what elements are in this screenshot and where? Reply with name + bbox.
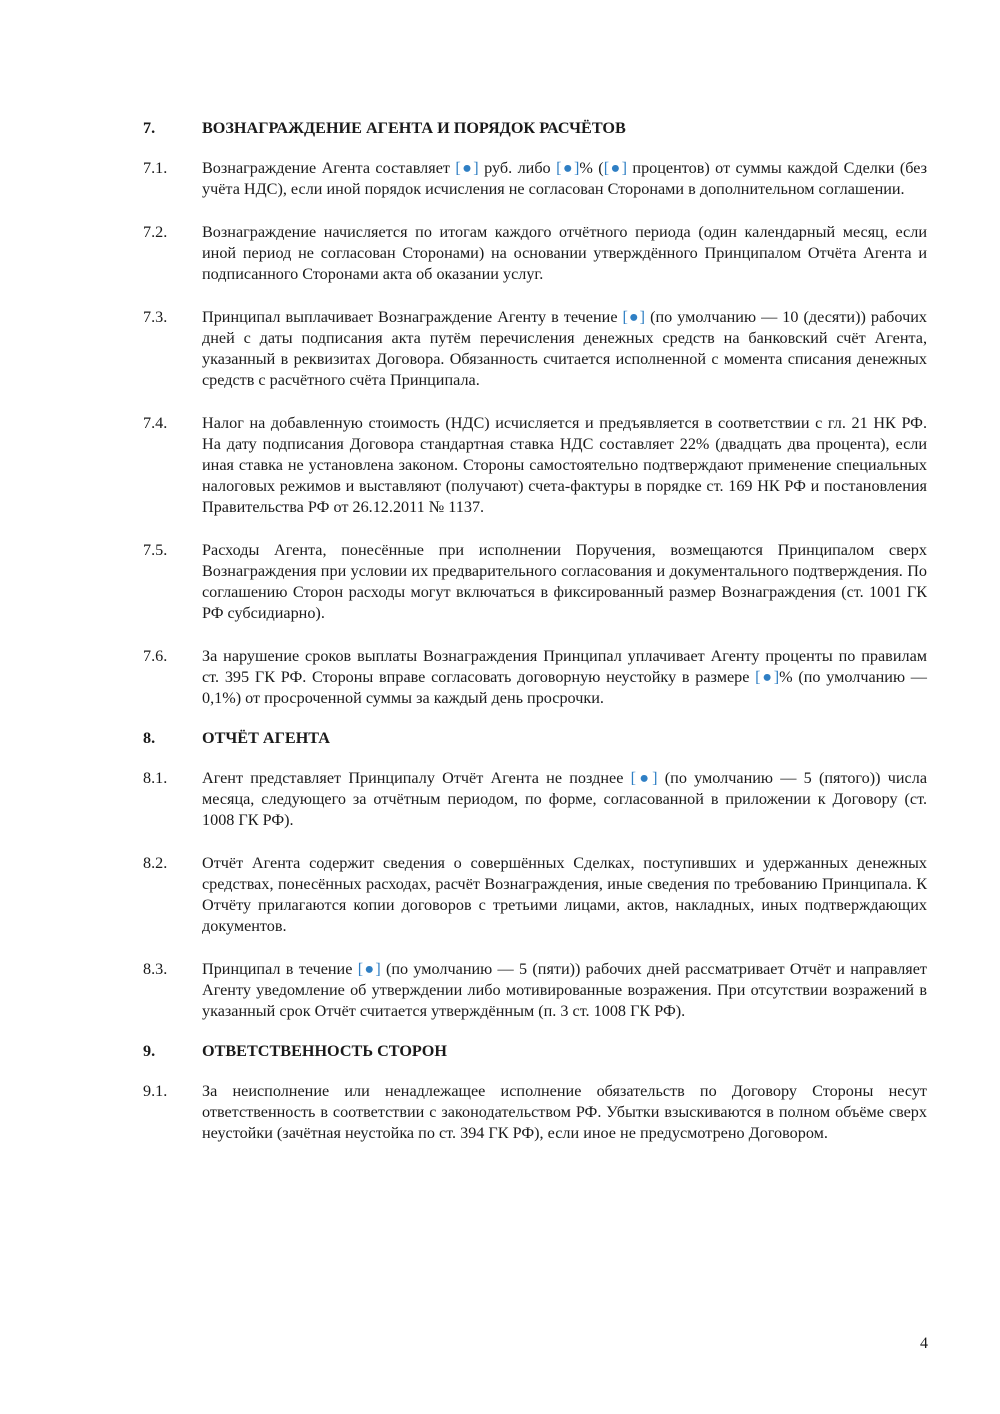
clause-number: 7.5. <box>143 541 168 559</box>
clause-7-2 <box>143 222 927 285</box>
clause-8-1 <box>143 768 927 831</box>
clause-number: 7.1. <box>143 159 168 177</box>
section-heading-7 <box>143 118 927 139</box>
clause-text: Принципал выплачивает Вознаграждение Агенту в течение [●] (по умолчанию — 10 (десяти)) рабочих дней с даты подписания акта путём перечисления денежных средств на банковский счёт Агента, указанный в реквизитах Договора. Обязанность считается исполненной с момента списания денежных средств с расчётного счёта Принципала. <box>202 308 927 389</box>
clause-number: 7.6. <box>143 647 168 665</box>
clause-7-4 <box>143 413 927 518</box>
clause-number: 8.2. <box>143 854 168 872</box>
document-page <box>143 118 927 1144</box>
clause-7-6 <box>143 646 927 709</box>
placeholder-marker: [●] <box>455 159 479 177</box>
clause-text: За нарушение сроков выплаты Вознаграждения Принципал уплачивает Агенту проценты по правилам ст. 395 ГК РФ. Стороны вправе согласовать договорную неустойку в размере [●]% (по умолчанию — 0,1%) от просроченной суммы за каждый день просрочки. <box>202 647 927 707</box>
clause-8-2 <box>143 853 927 937</box>
section-number: 7. <box>143 119 156 137</box>
page-number: 4 <box>920 1335 928 1352</box>
clause-number: 8.3. <box>143 960 168 978</box>
clause-number: 7.3. <box>143 308 168 326</box>
section-title: ОТВЕТСТВЕННОСТЬ СТОРОН <box>202 1042 447 1060</box>
clause-7-3 <box>143 307 927 391</box>
clause-text: Принципал в течение [●] (по умолчанию — 5 (пяти)) рабочих дней рассматривает Отчёт и направляет Агенту уведомление об утверждении либо мотивированные возражения. При отсутствии возражений в указанный срок Отчёт считается утверждённым (п. 3 ст. 1008 ГК РФ). <box>202 960 927 1020</box>
section-title: ВОЗНАГРАЖДЕНИЕ АГЕНТА И ПОРЯДОК РАСЧЁТОВ <box>202 119 626 137</box>
clause-9-1 <box>143 1081 927 1144</box>
clause-text: Вознаграждение начисляется по итогам каждого отчётного периода (один календарный месяц, если иной период не согласован Сторонами) на основании утверждённого Принципалом Отчёта Агента и подписанного Сторонами акта об оказании услуг. <box>202 223 927 283</box>
clause-text: Налог на добавленную стоимость (НДС) исчисляется и предъявляется в соответствии с гл. 21 НК РФ. На дату подписания Договора стандартная ставка НДС составляет 22% (двадцать два процента), если иная ставка не установлена законом. Стороны самостоятельно подтверждают применение специальных налоговых режимов и выставляют (получают) счета-фактуры в порядке ст. 169 НК РФ и постановления Правительства РФ от 26.12.2011 № 1137. <box>202 414 927 516</box>
section-number: 9. <box>143 1042 156 1060</box>
placeholder-marker: [●] <box>603 159 627 177</box>
clause-text: Отчёт Агента содержит сведения о совершённых Сделках, поступивших и удержанных денежных средствах, понесённых расходах, расчёт Вознаграждения, иные сведения по требованию Принципала. К Отчёту прилагаются копии договоров с третьими лицами, актов, накладных, иных подтверждающих документов. <box>202 854 927 935</box>
clause-number: 8.1. <box>143 769 168 787</box>
placeholder-marker: [●] <box>622 308 646 326</box>
clause-number: 9.1. <box>143 1082 168 1100</box>
clause-number: 7.2. <box>143 223 168 241</box>
placeholder-marker: [●] <box>357 960 381 978</box>
section-heading-8 <box>143 728 927 749</box>
clause-8-3 <box>143 959 927 1022</box>
clause-text: Вознаграждение Агента составляет [●] руб. либо [●]% ([●] процентов) от суммы каждой Сделки (без учёта НДС), если иной порядок исчисления не согласован Сторонами в дополнительном соглашении. <box>202 159 928 198</box>
placeholder-marker: [●] <box>630 769 658 787</box>
section-number: 8. <box>143 729 156 747</box>
clause-text: Агент представляет Принципалу Отчёт Агента не позднее [●] (по умолчанию — 5 (пятого)) числа месяца, следующего за отчётным периодом, по форме, согласованной в приложении к Договору (ст. 1008 ГК РФ). <box>202 769 928 829</box>
placeholder-marker: [●] <box>556 159 580 177</box>
clause-7-5 <box>143 540 927 624</box>
clause-text: Расходы Агента, понесённые при исполнении Поручения, возмещаются Принципалом сверх Вознаграждения при условии их предварительного согласования и документального подтверждения. По соглашению Сторон расходы могут включаться в фиксированный размер Вознаграждения (ст. 1001 ГК РФ субсидиарно). <box>202 541 927 622</box>
clause-number: 7.4. <box>143 414 168 432</box>
section-heading-9 <box>143 1041 927 1062</box>
section-title: ОТЧЁТ АГЕНТА <box>202 729 330 747</box>
clause-7-1 <box>143 158 927 200</box>
clause-text: За неисполнение или ненадлежащее исполнение обязательств по Договору Стороны несут ответственность в соответствии с законодательством РФ. Убытки взыскиваются в полном объёме сверх неустойки (зачётная неустойка по ст. 394 ГК РФ), если иное не предусмотрено Договором. <box>202 1082 927 1142</box>
placeholder-marker: [●] <box>755 668 780 686</box>
